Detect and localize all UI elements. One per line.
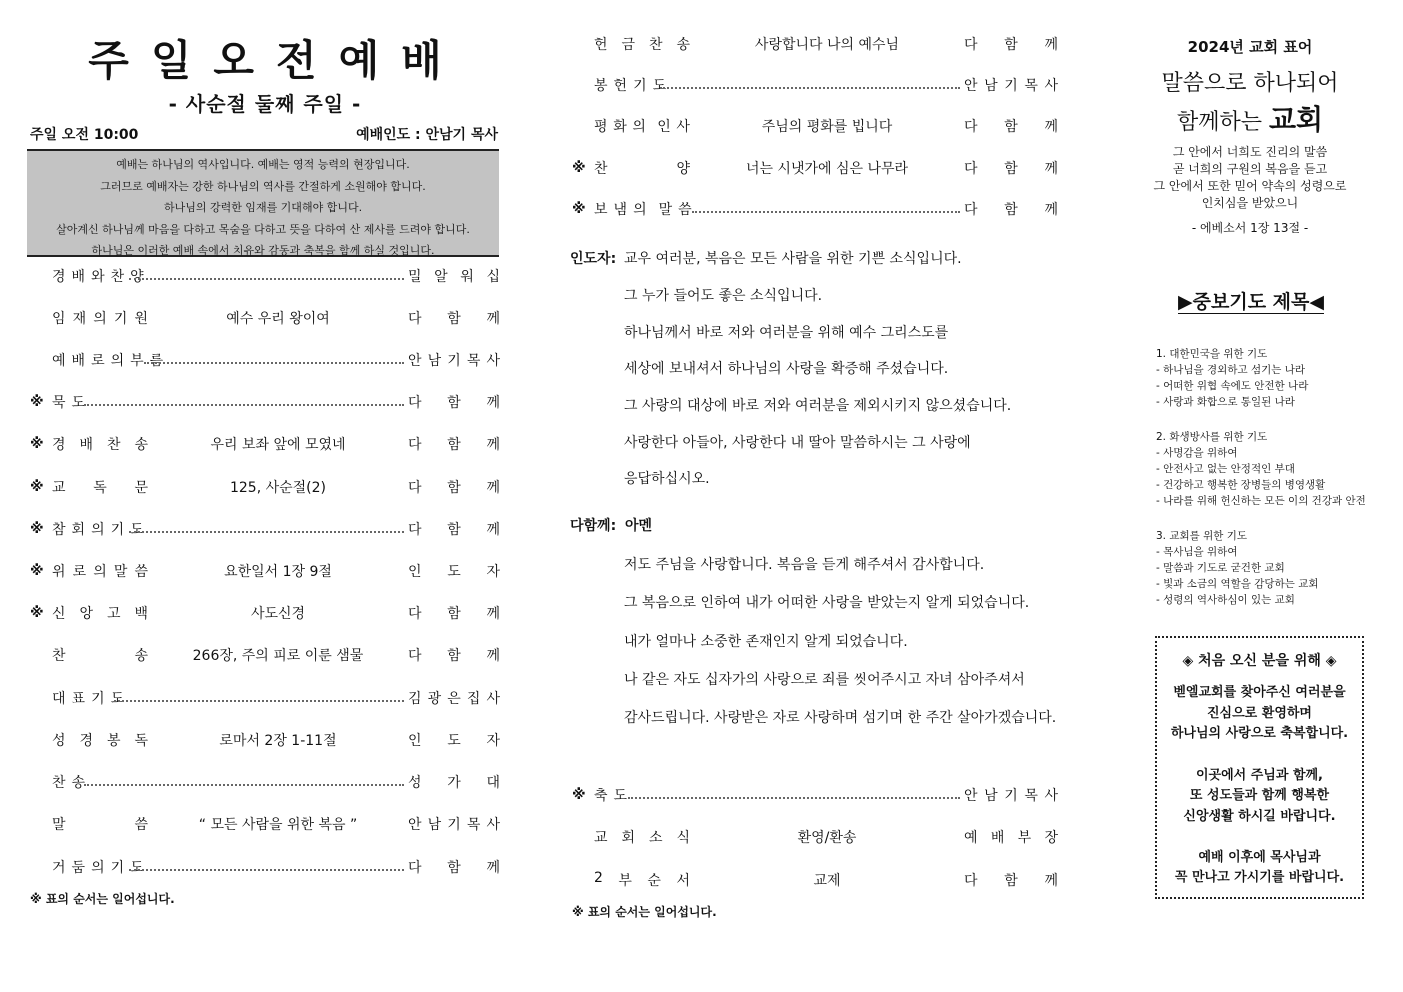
leader-dots xyxy=(84,784,404,786)
order-person: 인 도 자 xyxy=(408,733,500,749)
order-label: 찬 송 xyxy=(52,775,86,791)
stand-mark: ※ xyxy=(572,787,586,803)
order-row xyxy=(572,198,1060,220)
prayer-title-text: ▶중보기도 제목◀ xyxy=(1178,291,1324,313)
prayer-item: 1. 대한민국을 위한 기도 xyxy=(1156,348,1268,360)
order-person: 다 함 께 xyxy=(408,437,500,453)
order-row xyxy=(30,476,500,498)
welcome-line: 예배 이후에 목사님과 xyxy=(1198,850,1321,865)
order-row xyxy=(30,602,500,624)
order-person: 안 남 기 목 사 xyxy=(964,788,1058,804)
order-content: 요한일서 1장 9절 xyxy=(224,564,332,580)
order-label: 신 앙 고 백 xyxy=(52,606,148,622)
prayer-item: - 안전사고 없는 안정적인 부대 xyxy=(1156,463,1295,475)
order-row xyxy=(572,74,1060,96)
prayer-item: 2. 화생방사를 위한 기도 xyxy=(1156,431,1268,443)
stand-mark: ※ xyxy=(30,521,44,537)
welcome-line: 또 성도들과 함께 행복한 xyxy=(1189,788,1330,803)
order-label: 평 화 의 인 사 xyxy=(594,119,690,135)
leader-head: 인도자: xyxy=(570,251,617,267)
order-label: 대 표 기 도 xyxy=(52,691,125,707)
order-label: 보 냄 의 말 씀 xyxy=(594,202,692,218)
stand-note: ※ 표의 순서는 일어섭니다. xyxy=(30,892,175,906)
leader-dots xyxy=(114,700,404,702)
order-person: 다 함 께 xyxy=(408,648,500,664)
order-content: 주님의 평화를 빕니다 xyxy=(761,119,893,135)
order-content: 125, 사순절(2) xyxy=(229,480,327,496)
order-person: 안 남 기 목 사 xyxy=(408,817,500,833)
order-content: “ 모든 사람을 위한 복음 ” xyxy=(198,817,358,833)
leader-line: 그 사랑의 대상에 바로 저와 여러분을 제외시키지 않으셨습니다. xyxy=(624,398,1012,414)
order-label: 교 회 소 식 xyxy=(594,830,690,846)
order-row xyxy=(30,307,500,329)
order-label: 헌 금 찬 송 xyxy=(594,37,690,53)
leader-line: 세상에 보내셔서 하나님의 사랑을 확증해 주셨습니다. xyxy=(624,361,949,377)
order-row xyxy=(30,729,500,751)
all-line: 나 같은 자도 십자가의 사랑으로 죄를 씻어주시고 자녀 삼아주셔서 xyxy=(624,672,1025,688)
welcome-line: 신앙생활 하시길 바랍니다. xyxy=(1183,809,1336,824)
order-row xyxy=(30,518,500,540)
order-person: 다 함 께 xyxy=(408,522,500,538)
order-label: 찬 송 xyxy=(52,648,148,664)
order-row xyxy=(30,349,500,371)
order-label: 거 둠 의 기 도 xyxy=(52,860,144,876)
page-title: 주일오전예배 xyxy=(88,36,464,85)
notice-box xyxy=(27,149,499,257)
order-row xyxy=(572,33,1060,55)
prayer-item: - 성령의 역사하심이 있는 교회 xyxy=(1156,594,1295,606)
order-person: 다 함 께 xyxy=(964,161,1058,177)
service-leader: 예배인도 : 안남기 목사 xyxy=(356,127,498,143)
prayer-item: - 사랑과 화합으로 통일된 나라 xyxy=(1156,396,1295,408)
order-row xyxy=(30,433,500,455)
prayer-item: - 사명감을 위하여 xyxy=(1156,447,1238,459)
all-line: 그 복음으로 인하여 내가 어떠한 사랑을 받았는지 알게 되었습니다. xyxy=(624,595,1030,611)
verse-line: 곧 너희의 구원의 복음을 듣고 xyxy=(1172,162,1328,176)
order-person: 다 함 께 xyxy=(408,395,500,411)
order-content: 교제 xyxy=(813,873,841,889)
leader-dots xyxy=(129,869,404,871)
order-row xyxy=(572,869,1060,891)
order-person: 다 함 께 xyxy=(964,119,1058,135)
stand-mark: ※ xyxy=(30,479,44,495)
stand-mark: ※ xyxy=(572,160,586,176)
leader-dots xyxy=(129,278,404,280)
verse-line: 그 안에서 또한 믿어 약속의 성령으로 xyxy=(1153,179,1347,193)
order-person: 안 남 기 목 사 xyxy=(964,78,1058,94)
order-person: 다 함 께 xyxy=(964,37,1058,53)
welcome-line: 꼭 만나고 가시기를 바랍니다. xyxy=(1174,870,1345,885)
order-person: 예 배 부 장 xyxy=(964,830,1058,846)
order-content: 우리 보좌 앞에 모였네 xyxy=(210,437,346,453)
all-head: 다함께: xyxy=(570,518,617,534)
leader-line: 응답하십시오. xyxy=(624,471,710,487)
order-content: 사도신경 xyxy=(250,606,306,622)
all-line: 감사드립니다. 사랑받은 자로 사랑하며 섬기며 한 주간 살아가겠습니다. xyxy=(624,710,1057,726)
prayer-item: - 목사님을 위하여 xyxy=(1156,546,1238,558)
prayer-item: - 어떠한 위협 속에도 안전한 나라 xyxy=(1156,380,1309,392)
order-person: 다 함 께 xyxy=(964,202,1058,218)
order-content: 예수 우리 왕이여 xyxy=(226,311,330,327)
order-label: 경 배 찬 송 xyxy=(52,437,148,453)
leader-line: 하나님께서 바로 저와 여러분을 위해 예수 그리스도를 xyxy=(624,325,949,341)
motto-line-2-pre: 함께하는 xyxy=(1176,110,1262,135)
order-row xyxy=(30,265,500,287)
order-row xyxy=(572,115,1060,137)
order-label: 2 부 순 서 xyxy=(594,870,690,889)
order-label: 교 독 문 xyxy=(52,480,148,496)
order-row xyxy=(30,856,500,878)
order-label: 축 도 xyxy=(594,788,628,804)
order-label: 예 배 로 의 부 름 xyxy=(52,353,164,369)
all-line: 아멘 xyxy=(625,518,653,534)
order-person: 인 도 자 xyxy=(408,564,500,580)
order-person: 다 함 께 xyxy=(964,873,1058,889)
prayer-item: - 하나님을 경외하고 섬기는 나라 xyxy=(1156,364,1305,376)
stand-mark: ※ xyxy=(30,394,44,410)
order-label: 묵 도 xyxy=(52,395,86,411)
notice-line: 살아계신 하나님께 마음을 다하고 목숨을 다하고 뜻을 다하여 산 제사를 드려야 합니다. xyxy=(56,222,470,236)
motto-line-2 xyxy=(1140,98,1360,138)
order-label: 봉 헌 기 도 xyxy=(594,78,667,94)
leader-dots xyxy=(628,797,960,799)
motto-line-1: 말씀으로 하나되어 xyxy=(1161,71,1339,96)
welcome-line: 이곳에서 주님과 함께, xyxy=(1195,768,1323,783)
welcome-box xyxy=(1155,636,1364,899)
order-label: 위 로 의 말 씀 xyxy=(52,564,148,580)
order-content: 로마서 2장 1-11절 xyxy=(219,733,337,749)
verse-line: 그 안에서 너희도 진리의 말씀 xyxy=(1172,145,1328,159)
prayer-item: 3. 교회를 위한 기도 xyxy=(1156,530,1248,542)
stand-mark: ※ xyxy=(572,201,586,217)
all-line: 내가 얼마나 소중한 존재인지 알게 되었습니다. xyxy=(624,634,908,650)
stand-note: ※ 표의 순서는 일어섭니다. xyxy=(572,905,717,919)
order-row xyxy=(30,771,500,793)
verse xyxy=(1140,144,1360,212)
order-row xyxy=(572,157,1060,179)
order-row xyxy=(572,784,1060,806)
order-person: 안 남 기 목 사 xyxy=(408,353,500,369)
stand-mark: ※ xyxy=(30,436,44,452)
leader-dots xyxy=(144,362,404,364)
prayer-title xyxy=(1140,287,1362,314)
verse-line: 인치심을 받았으니 xyxy=(1201,196,1299,210)
order-label: 말 씀 xyxy=(52,817,148,833)
service-time: 주일 오전 10:00 xyxy=(30,127,139,143)
leader-dots xyxy=(84,404,404,406)
order-person: 다 함 께 xyxy=(408,606,500,622)
stand-mark: ※ xyxy=(30,563,44,579)
notice-line: 그러므로 예배자는 강한 하나님의 역사를 간절하게 소원해야 합니다. xyxy=(100,179,426,193)
order-content: 너는 시냇가에 심은 나무라 xyxy=(745,161,909,177)
verse-reference: - 에베소서 1장 13절 - xyxy=(1191,221,1309,235)
leader-line: 그 누가 들어도 좋은 소식입니다. xyxy=(624,288,823,304)
order-label: 임 재 의 기 원 xyxy=(52,311,148,327)
order-content: 환영/환송 xyxy=(797,830,857,846)
welcome-line: 진심으로 환영하며 xyxy=(1207,706,1312,721)
order-row xyxy=(572,826,1060,848)
order-label: 성 경 봉 독 xyxy=(52,733,148,749)
order-row xyxy=(30,560,500,582)
order-row xyxy=(30,813,500,835)
welcome-line: 하나님의 사랑으로 축복합니다. xyxy=(1170,726,1349,741)
prayer-item: - 나라를 위해 헌신하는 모든 이의 건강과 안전 xyxy=(1156,495,1366,507)
order-person: 성 가 대 xyxy=(408,775,500,791)
order-person: 김 광 은 집 사 xyxy=(408,691,500,707)
order-content: 사랑합니다 나의 예수님 xyxy=(754,37,900,53)
notice-line: 하나님은 이러한 예배 속에서 치유와 감동과 축복을 함께 하실 것입니다. xyxy=(91,244,435,257)
order-label: 찬 양 xyxy=(594,161,690,177)
stand-mark: ※ xyxy=(30,605,44,621)
leader-line: 교우 여러분, 복음은 모든 사람을 위한 기쁜 소식입니다. xyxy=(624,251,962,267)
order-person: 다 함 께 xyxy=(408,480,500,496)
order-row xyxy=(30,391,500,413)
welcome-line: 벧엘교회를 찾아주신 여러분을 xyxy=(1173,685,1346,700)
all-line: 저도 주님을 사랑합니다. 복음을 듣게 해주셔서 감사합니다. xyxy=(624,557,985,573)
leader-dots xyxy=(692,211,960,213)
leader-dots xyxy=(129,531,404,533)
prayer-item: - 말씀과 기도로 굳건한 교회 xyxy=(1156,562,1285,574)
motto-year: 2024년 교회 표어 xyxy=(1187,38,1313,56)
order-content: 266장, 주의 피로 이룬 샘물 xyxy=(192,648,364,664)
motto-line-2-big: 교회 xyxy=(1268,103,1324,136)
welcome-title: ◈ 처음 오신 분을 위해 ◈ xyxy=(1182,653,1337,669)
order-person: 다 함 께 xyxy=(408,860,500,876)
prayer-item: - 건강하고 행복한 장병들의 병영생활 xyxy=(1156,479,1326,491)
order-label: 경 배 와 찬 양 xyxy=(52,269,144,285)
notice-line: 하나님의 강력한 임재를 기대해야 합니다. xyxy=(163,201,363,214)
order-row xyxy=(30,644,500,666)
order-person: 밀 알 워 십 xyxy=(408,269,500,285)
service-meta xyxy=(30,124,498,144)
leader-line: 사랑한다 아들아, 사랑한다 내 딸아 말씀하시는 그 사랑에 xyxy=(624,435,971,451)
leader-dots xyxy=(660,87,960,89)
order-label: 참 회 의 기 도 xyxy=(52,522,144,538)
prayer-item: - 빛과 소금의 역할을 감당하는 교회 xyxy=(1156,578,1319,590)
page-subtitle: - 사순절 둘째 주일 - xyxy=(168,92,362,116)
notice-line: 예배는 하나님의 역사입니다. 예배는 영적 능력의 현장입니다. xyxy=(116,158,410,171)
order-row xyxy=(30,687,500,709)
order-person: 다 함 께 xyxy=(408,311,500,327)
